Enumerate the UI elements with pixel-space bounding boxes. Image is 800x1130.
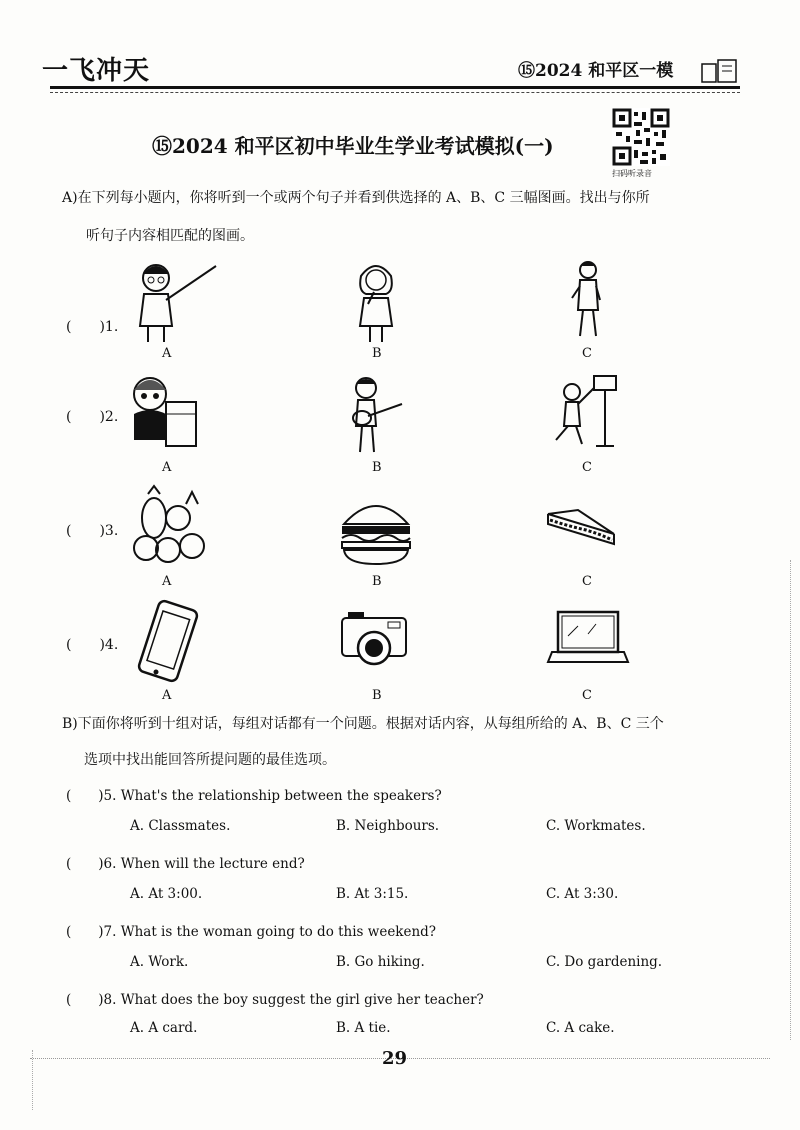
q7-option-c: C. Do gardening.	[546, 954, 663, 970]
q5-option-b: B. Neighbours.	[336, 818, 440, 834]
q7-option-b: B. Go hiking.	[336, 954, 425, 970]
brand-logo-text: 一飞冲天	[42, 56, 151, 86]
question-1-label: ( )1.	[66, 319, 119, 335]
q8-option-b: B. A tie.	[336, 1020, 391, 1036]
page-edge-line-left	[32, 1050, 34, 1110]
q2-option-a: A	[162, 460, 172, 475]
question-5-label: ( )5. What's the relationship between the speakers?	[66, 788, 442, 804]
q3-option-a: A	[162, 574, 172, 589]
sandwich-icon[interactable]	[538, 484, 638, 574]
piano-player-icon[interactable]	[126, 370, 226, 460]
q1-option-a: A	[162, 346, 172, 361]
header-exam-label: ⑮2024 和平区一模	[518, 61, 674, 81]
q3-option-c: C	[582, 574, 592, 589]
laptop-icon[interactable]	[538, 598, 638, 688]
q1-option-b: B	[372, 346, 382, 361]
header-rule	[50, 86, 740, 89]
q8-option-a: A. A card.	[130, 1020, 198, 1036]
qr-code-icon[interactable]	[612, 108, 670, 166]
q1-option-c: C	[582, 346, 592, 361]
question-8-label: ( )8. What does the boy suggest the girl give her teacher?	[66, 992, 484, 1008]
section-b-instruction-line1: B)下面你将听到十组对话，每组对话都有一个问题。根据对话内容，从每组所给的 A、B、C 三个	[62, 716, 664, 732]
q3-option-b: B	[372, 574, 382, 589]
q5-option-a: A. Classmates.	[130, 818, 231, 834]
q2-option-b: B	[372, 460, 382, 475]
fruit-basket-icon[interactable]	[126, 484, 226, 574]
question-4-label: ( )4.	[66, 637, 119, 653]
basketball-player-icon[interactable]	[538, 370, 638, 460]
q4-option-b: B	[372, 688, 382, 703]
header-books-icon	[700, 54, 740, 84]
page-edge-line	[790, 560, 792, 1040]
q4-option-a: A	[162, 688, 172, 703]
q6-option-b: B. At 3:15.	[336, 886, 409, 902]
section-b-instruction-line2: 选项中找出能回答所提问题的最佳选项。	[84, 752, 336, 768]
guitar-player-icon[interactable]	[326, 370, 426, 460]
section-a-instruction-line1: A)在下列每小题内，你将听到一个或两个句子并看到供选择的 A、B、C 三幅图画。找出与你所	[62, 190, 650, 206]
page-title: ⑮2024 和平区初中毕业生学业考试模拟(一)	[152, 134, 554, 158]
q2-option-c: C	[582, 460, 592, 475]
section-a-instruction-line2: 听句子内容相匹配的图画。	[86, 228, 254, 244]
question-7-label: ( )7. What is the woman going to do this weekend?	[66, 924, 437, 940]
singer-icon[interactable]	[326, 256, 426, 346]
q6-option-c: C. At 3:30.	[546, 886, 619, 902]
question-3-label: ( )3.	[66, 523, 119, 539]
q5-option-c: C. Workmates.	[546, 818, 646, 834]
teacher-icon[interactable]	[126, 256, 226, 346]
girl-icon[interactable]	[538, 256, 638, 346]
question-6-label: ( )6. When will the lecture end?	[66, 856, 305, 872]
phone-icon[interactable]	[126, 598, 226, 688]
q8-option-c: C. A cake.	[546, 1020, 615, 1036]
q4-option-c: C	[582, 688, 592, 703]
camera-icon[interactable]	[326, 598, 426, 688]
question-2-label: ( )2.	[66, 409, 119, 425]
qr-caption: 扫码听录音	[612, 169, 652, 178]
q6-option-a: A. At 3:00.	[130, 886, 203, 902]
page-number: 29	[382, 1048, 408, 1069]
hamburger-icon[interactable]	[326, 484, 426, 574]
q7-option-a: A. Work.	[130, 954, 189, 970]
header-rule-dashed	[50, 92, 740, 93]
